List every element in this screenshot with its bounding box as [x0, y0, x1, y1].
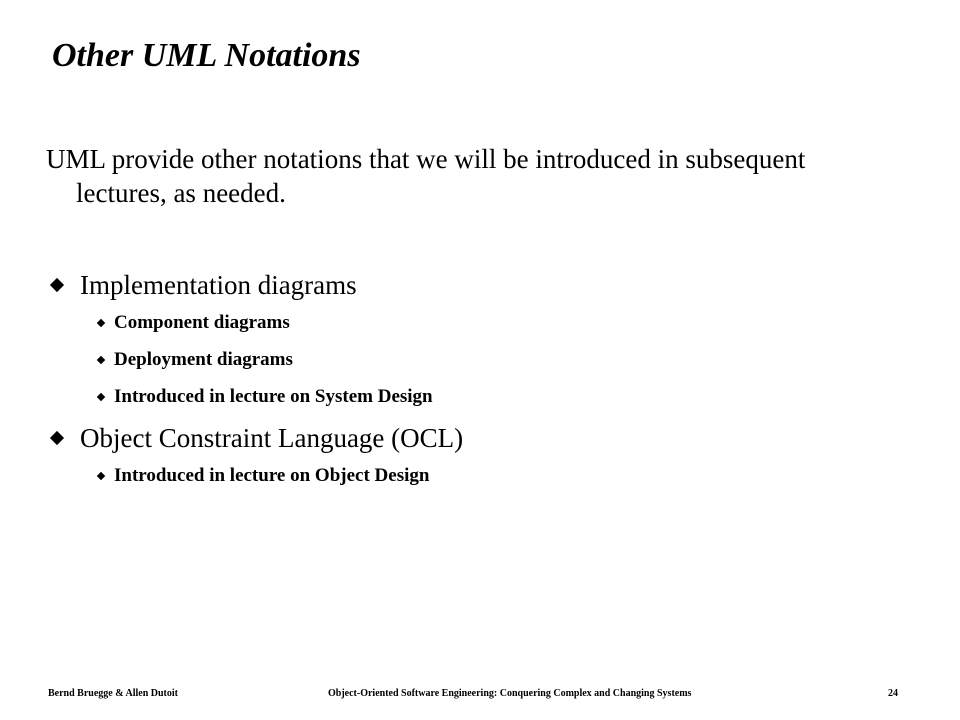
- sub-bullet-label: Introduced in lecture on System Design: [114, 386, 433, 407]
- sub-bullet-label: Deployment diagrams: [114, 349, 293, 370]
- diamond-bullet-icon: [97, 318, 105, 326]
- sub-bullet-object-design: [94, 457, 928, 494]
- diamond-bullet-icon: [97, 355, 105, 363]
- footer-book-title: Object-Oriented Software Engineering: Conquering Complex and Changing Systems: [328, 688, 692, 699]
- bullet-implementation-diagrams: [48, 266, 928, 304]
- bullet-label: Implementation diagrams: [80, 270, 357, 300]
- footer-authors: Bernd Bruegge & Allen Dutoit: [48, 688, 178, 699]
- sub-bullet-deployment-diagrams: [94, 341, 928, 378]
- bullet-list: [48, 266, 928, 494]
- slide-footer: [48, 688, 898, 699]
- bullet-label: Object Constraint Language (OCL): [80, 423, 464, 453]
- sub-bullet-label: Component diagrams: [114, 312, 290, 333]
- page-number: 24: [888, 688, 898, 699]
- diamond-bullet-icon: [97, 392, 105, 400]
- slide-title: Other UML Notations: [52, 37, 361, 74]
- sub-bullet-label: Introduced in lecture on Object Design: [114, 465, 430, 486]
- sub-bullet-system-design: [94, 378, 928, 415]
- sub-bullet-component-diagrams: [94, 304, 928, 341]
- diamond-bullet-icon: [50, 431, 64, 445]
- bullet-ocl: [48, 419, 928, 457]
- diamond-bullet-icon: [97, 471, 105, 479]
- intro-paragraph: UML provide other notations that we will be introduced in subsequent lectures, as needed.: [46, 144, 806, 208]
- diamond-bullet-icon: [50, 278, 64, 292]
